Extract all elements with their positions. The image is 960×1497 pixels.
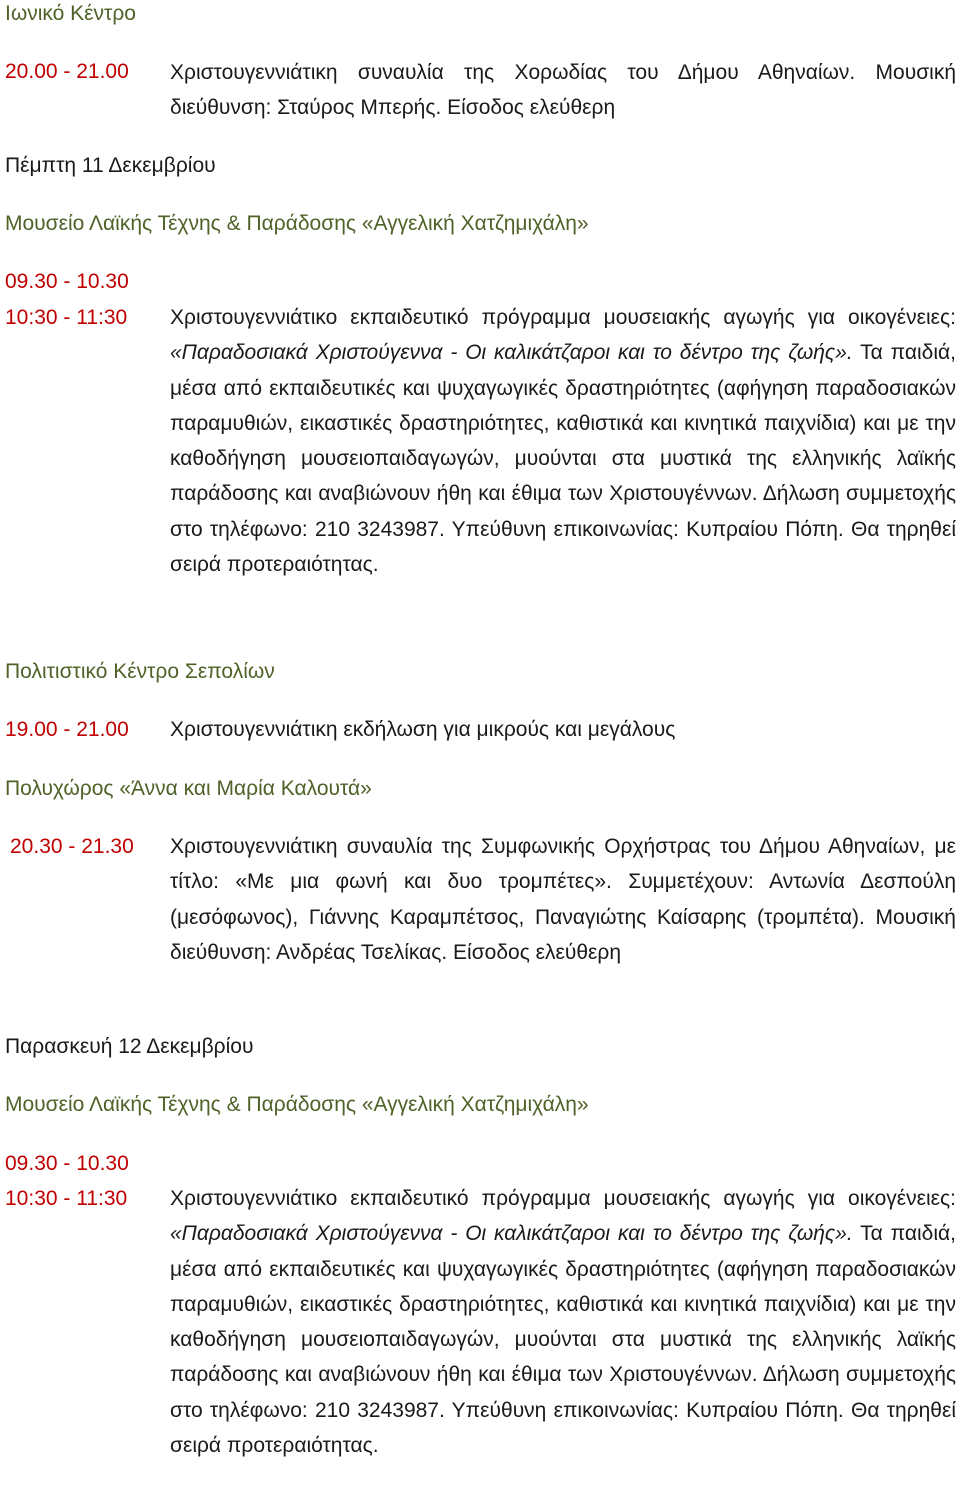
event-description: Χριστουγεννιάτικη συναυλία της Συμφωνικής Ορχήστρας του Δήμου Αθηναίων, με τίτλο: «Με μια φωνή και δυο τρομπέτες». Συμμετέχουν: Αντωνία Δεσπούλη (μεσόφωνος), Γιάννης Καραμπέτσος, Παναγιώτης Καίσαρης (τρομπέτα). Μουσική διεύθυνση: Ανδρέας Τσελίκας. Είσοδος ελεύθερη (170, 835, 956, 964)
event-description: Χριστουγεννιάτικη εκδήλωση για μικρούς και μεγάλους (170, 718, 676, 741)
venue-heading: Μουσείο Λαϊκής Τέχνης & Παράδοσης «Αγγελική Χατζημιχάλη» (5, 212, 589, 235)
event-time: 20.30 - 21.30 (10, 835, 134, 858)
description-body: Τα παιδιά, μέσα από εκπαιδευτικές και ψυχαγωγικές δραστηριότητες (αφήγηση παραδοσιακών παραμυθιών, εικαστικές δραστηριότητες, καθιστικά και κινητικά παιχνίδια) και με την καθοδήγηση μουσειοπαιδαγωγών, μυούνται στα μυστικά της ελληνικής λαϊκής παράδοσης και αναβιώνουν ήθη και έθιμα των Χριστουγέννων. Δήλωση συμμετοχής στο τηλέφωνο: 210 3243987. Υπεύθυνη επικοινωνίας: Κυπραίου Πόπη. Θα τηρηθεί σειρά προτεραιότητας. (170, 1222, 956, 1458)
event-time: 09.30 - 10.30 (5, 1152, 129, 1175)
event-description (170, 300, 956, 582)
day-heading: Παρασκευή 12 Δεκεμβρίου (5, 1035, 254, 1058)
description-intro: Χριστουγεννιάτικο εκπαιδευτικό πρόγραμμα μουσειακής αγωγής για οικογένειες: (170, 306, 956, 329)
day-heading: Πέμπτη 11 Δεκεμβρίου (5, 154, 216, 177)
event-description (170, 1181, 956, 1463)
event-time: 10:30 - 11:30 (5, 306, 128, 329)
venue-heading: Ιωνικό Κέντρο (5, 2, 136, 25)
venue-heading: Μουσείο Λαϊκής Τέχνης & Παράδοσης «Αγγελική Χατζημιχάλη» (5, 1093, 589, 1116)
program-title: «Παραδοσιακά Χριστούγεννα - Οι καλικάτζαροι και το δέντρο της ζωής». (170, 341, 853, 365)
description-body: Τα παιδιά, μέσα από εκπαιδευτικές και ψυχαγωγικές δραστηριότητες (αφήγηση παραδοσιακών παραμυθιών, εικαστικές δραστηριότητες, καθιστικά και κινητικά παιχνίδια) και με την καθοδήγηση μουσειοπαιδαγωγών, μυούνται στα μυστικά της ελληνικής λαϊκής παράδοσης και αναβιώνουν ήθη και έθιμα των Χριστουγέννων. Δήλωση συμμετοχής στο τηλέφωνο: 210 3243987. Υπεύθυνη επικοινωνίας: Κυπραίου Πόπη. Θα τηρηθεί σειρά προτεραιότητας. (170, 341, 956, 577)
venue-heading: Πολιτιστικό Κέντρο Σεπολίων (5, 660, 275, 683)
program-title: «Παραδοσιακά Χριστούγεννα - Οι καλικάτζαροι και το δέντρο της ζωής». (170, 1222, 853, 1246)
venue-heading: Πολυχώρος «Άννα και Μαρία Καλουτά» (5, 777, 372, 800)
description-intro: Χριστουγεννιάτικο εκπαιδευτικό πρόγραμμα μουσειακής αγωγής για οικογένειες: (170, 1187, 956, 1210)
event-time: 20.00 - 21.00 (5, 60, 129, 83)
event-time: 19.00 - 21.00 (5, 718, 129, 741)
event-time: 09.30 - 10.30 (5, 270, 129, 293)
event-description: Χριστουγεννιάτικη συναυλία της Χορωδίας του Δήμου Αθηναίων. Μουσική διεύθυνση: Σταύρος Μπερής. Είσοδος ελεύθερη (170, 61, 956, 120)
event-time: 10:30 - 11:30 (5, 1187, 128, 1210)
